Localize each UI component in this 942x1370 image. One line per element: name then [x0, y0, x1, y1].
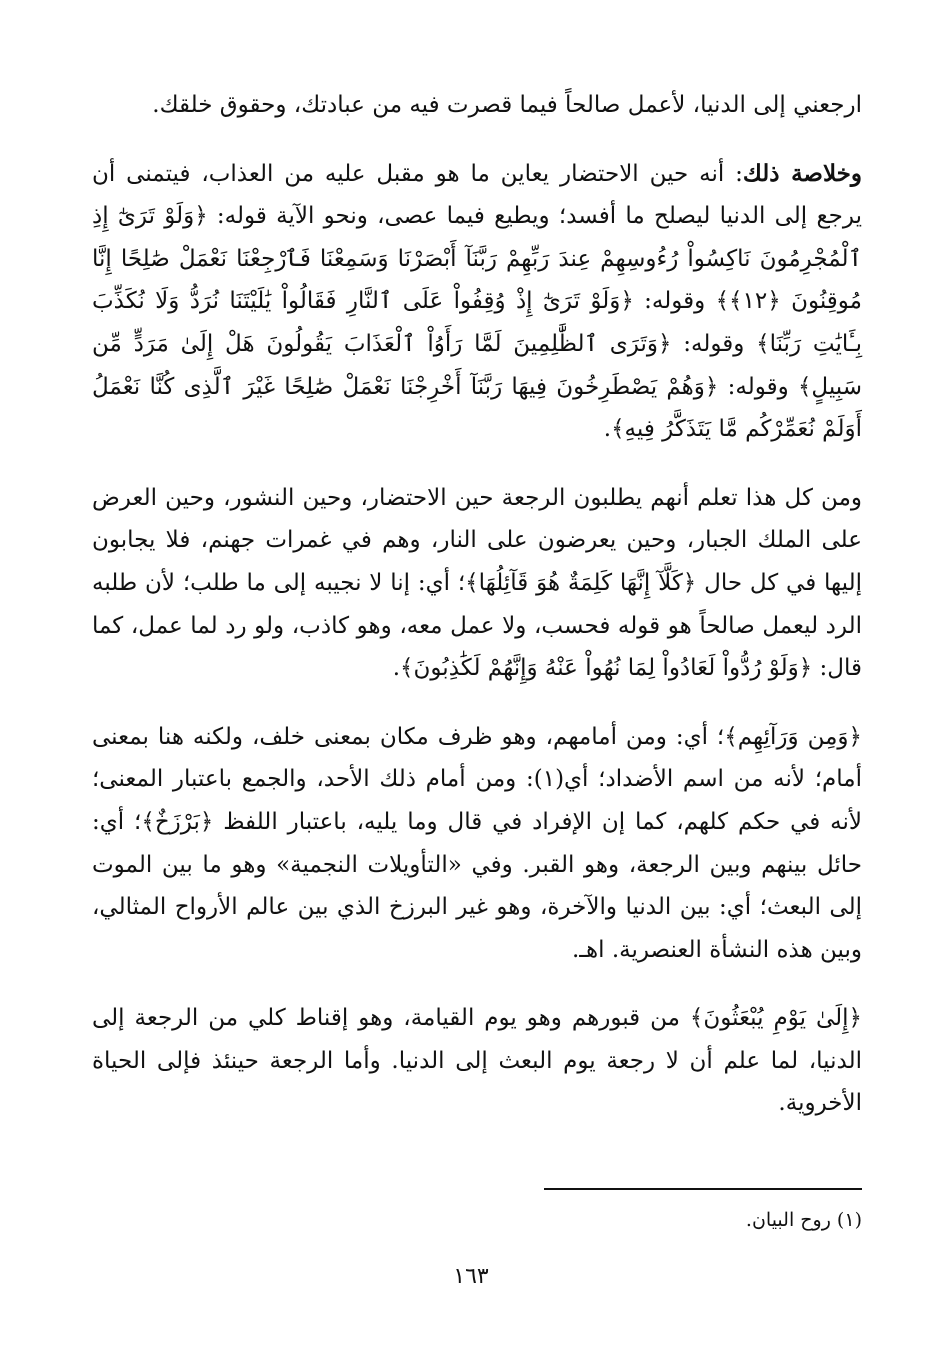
paragraph-2-lead: وخلاصة ذلك: [742, 159, 862, 187]
paragraph-4: [92, 716, 862, 972]
paragraph-2-text: : أنه حين الاحتضار يعاين ما هو مقبل عليه من العذاب، فيتمنى أن يرجع إلى الدنيا ليصلح ما أفسد؛ ويطيع فيما عصى، ونحو الآية قوله: ﴿وَلَوْ تَرَىٰٓ إِذِ ٱلْمُجْرِمُونَ نَاكِسُواْ رُءُوسِهِمْ عِندَ رَبِّهِمْ رَبَّنَآ أَبْصَرْنَا وَسَمِعْنَا فَٱرْجِعْنَا نَعْمَلْ صَٰلِحًا إِنَّا مُوقِنُونَ ﴿١٢﴾﴾ وقوله: ﴿وَلَوْ تَرَىٰٓ إِذْ وُقِفُواْ عَلَى ٱلنَّارِ فَقَالُواْ يَٰلَيْتَنَا نُرَدُّ وَلَا نُكَذِّبَ بِـَٔايَٰتِ رَبِّنَا﴾ وقوله: ﴿وَتَرَى ٱلظَّٰلِمِينَ لَمَّا رَأَوُاْ ٱلْعَذَابَ يَقُولُونَ هَلْ إِلَىٰ مَرَدٍّ مِّن سَبِيلٍ﴾ وقوله: ﴿وَهُمْ يَصْطَرِخُونَ فِيهَا رَبَّنَآ أَخْرِجْنَا نَعْمَلْ صَٰلِحًا غَيْرَ ٱلَّذِى كُنَّا نَعْمَلُ أَوَلَمْ نُعَمِّرْكُم مَّا يَتَذَكَّرُ فِيهِ﴾.: [92, 160, 862, 443]
paragraph-1: [92, 84, 862, 127]
footnote-divider: [544, 1188, 862, 1190]
paragraph-1-text: ارجعني إلى الدنيا، لأعمل صالحاً فيما قصرت فيه من عبادتك، وحقوق خلقك.: [152, 92, 862, 118]
footnote: (١) روح البيان.: [745, 1209, 862, 1231]
page-number: ١٦٣: [453, 1264, 489, 1289]
paragraph-5-text: ﴿إِلَىٰ يَوْمِ يُبْعَثُونَ﴾ من قبورهم وهو يوم القيامة، وهو إقناط كلي من الرجعة إلى الدنيا، لما علم أن لا رجعة يوم البعث إلى الدنيا. وأما الرجعة حينئذ فإلى الحياة الأخروية.: [92, 1005, 862, 1117]
paragraph-2: [92, 153, 862, 451]
paragraph-3-text: ومن كل هذا تعلم أنهم يطلبون الرجعة حين الاحتضار، وحين النشور، وحين العرض على الملك الجبار، وحين يعرضون على النار، وهم في غمرات جهنم، فلا يجابون إليها في كل حال ﴿كَلَّآ إِنَّهَا كَلِمَةٌ هُوَ قَآئِلُهَا﴾؛ أي: إنا لا نجيبه إلى ما طلب؛ لأن طلبه الرد ليعمل صالحاً هو قوله فحسب، ولا عمل معه، وهو كاذب، ولو رد لما عمل، كما قال: ﴿وَلَوْ رُدُّواْ لَعَادُواْ لِمَا نُهُواْ عَنْهُ وَإِنَّهُمْ لَكَٰذِبُونَ﴾.: [92, 484, 862, 682]
paragraph-4-text: ﴿وَمِن وَرَآئِهِم﴾؛ أي: ومن أمامهم، وهو ظرف مكان بمعنى خلف، ولكنه هنا بمعنى أمام؛ لأنه من اسم الأضداد؛ أي(١): ومن أمام ذلك الأحد، والجمع باعتبار المعنى؛ لأنه في حكم كلهم، كما إن الإفراد في قال وما يليه، باعتبار اللفظ ﴿بَرْزَخٌ﴾؛ أي: حائل بينهم وبين الرجعة، وهو القبر. وفي «التأويلات النجمية» وهو ما بين الموت إلى البعث؛ أي: بين الدنيا والآخرة، وهو غير البرزخ الذي بين عالم الأرواح المثالي، وبين هذه النشأة العنصرية. اهـ.: [92, 723, 862, 963]
paragraph-3: [92, 477, 862, 690]
paragraph-5: [92, 997, 862, 1125]
